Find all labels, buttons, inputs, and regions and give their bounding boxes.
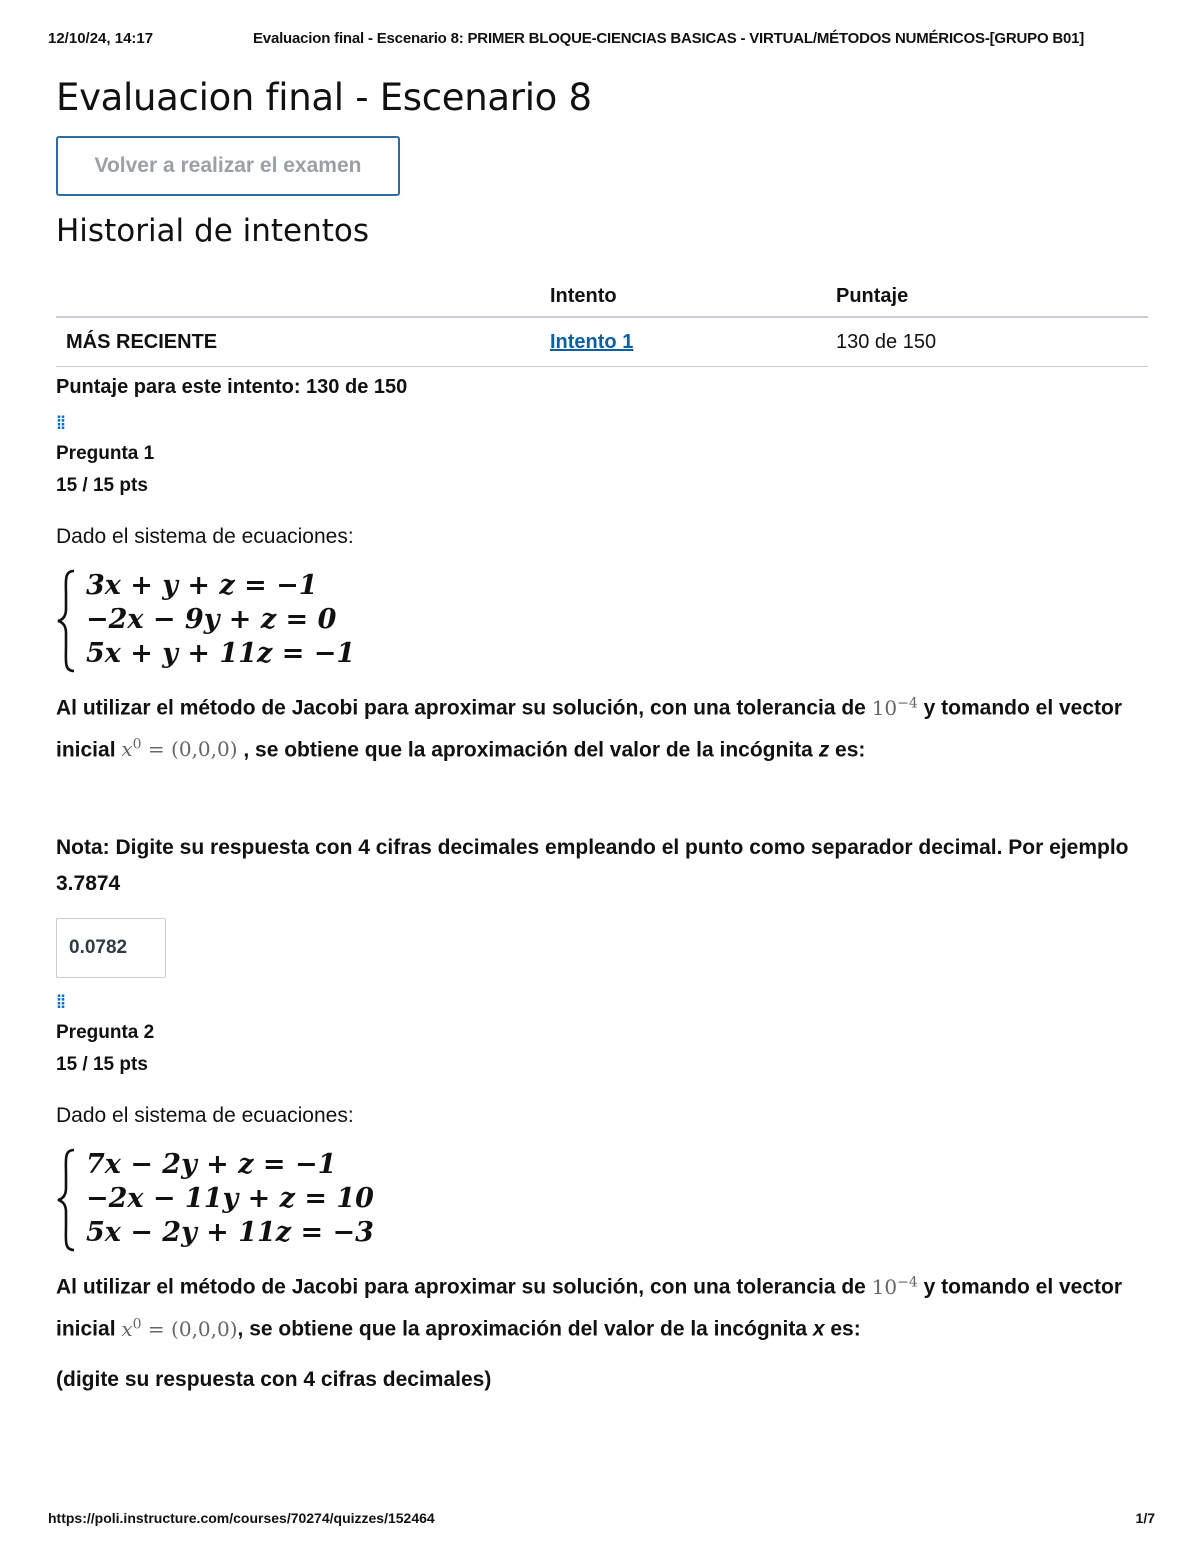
question-1-body: Al utilizar el método de Jacobi para aproximar su solución, con una tolerancia de $10^{-4}$ y tomando el vector inicial $x^0 = (0,0,0)$ , se obtiene que la aproximación del valor de la incógnita z es: <box>56 695 1123 762</box>
question-1-note: Nota: Digite su respuesta con 4 cifras decimales empleando el punto como separador decimal. Por ejemplo 3.7874 <box>56 836 1129 896</box>
left-brace-icon <box>56 569 78 673</box>
question-2-instruction: (digite su respuesta con 4 cifras decimales) <box>56 1367 492 1391</box>
question-1-equation-system <box>56 569 1148 675</box>
attempt-1-link[interactable]: Intento 1 <box>550 330 634 353</box>
print-date: 12/10/24, 14:17 <box>48 30 154 47</box>
equation-line: −2x − 11y + z = 10 <box>86 1183 374 1215</box>
retake-quiz-button[interactable]: Volver a realizar el examen <box>56 136 400 196</box>
tolerance-value: $10^{-4}$ <box>871 1274 918 1299</box>
question-2-equation-system <box>56 1148 1148 1254</box>
question-1-points: 15 / 15 pts <box>56 475 148 496</box>
table-header-row <box>56 276 1148 317</box>
table-row <box>56 317 1148 367</box>
question-1-title: Pregunta 1 <box>56 443 155 464</box>
equation-line: 3x + y + z = −1 <box>86 570 318 601</box>
attempt-history-table <box>56 276 1148 367</box>
equation-line: 5x − 2y + 11z = −3 <box>86 1217 374 1249</box>
column-header-score: Puntaje <box>826 276 1148 317</box>
left-brace-icon <box>56 1148 78 1252</box>
drag-handle-icon: ⁞⁞ <box>56 413 64 433</box>
attempt-score-summary: Puntaje para este intento: 130 de 150 <box>56 376 408 398</box>
question-2-body: Al utilizar el método de Jacobi para aproximar su solución, con una tolerancia de $10^{-4}$ y tomando el vector inicial $x^0 = (0,0,0)$, se obtiene que la aproximación del valor de la incógnita x es: <box>56 1274 1123 1341</box>
equation-line: 7x − 2y + z = −1 <box>86 1149 337 1181</box>
most-recent-label: MÁS RECIENTE <box>56 317 540 367</box>
equation-line: −2x − 9y + z = 0 <box>86 604 337 635</box>
initial-vector: $x^0 = (0,0,0)$ <box>121 1315 238 1341</box>
question-2-intro: Dado el sistema de ecuaciones: <box>56 1104 354 1128</box>
attempt-score: 130 de 150 <box>826 317 1148 367</box>
print-page-number: 1/7 <box>1135 1510 1155 1526</box>
question-2-title: Pregunta 2 <box>56 1022 155 1044</box>
equation-line: 5x + y + 11z = −1 <box>86 638 356 669</box>
tolerance-value: $10^{-4}$ <box>871 695 918 720</box>
drag-handle-icon: ⁞⁞ <box>56 992 64 1013</box>
page-title: Evaluacion final - Escenario 8 <box>56 76 592 119</box>
initial-vector: $x^0 = (0,0,0)$ <box>121 736 238 762</box>
attempt-history-heading: Historial de intentos <box>56 213 370 249</box>
question-1-intro: Dado el sistema de ecuaciones: <box>56 525 354 548</box>
print-doc-title: Evaluacion final - Escenario 8: PRIMER BLOQUE-CIENCIAS BASICAS - VIRTUAL/MÉTODOS NUMÉRICOS-[GRUPO B01] <box>253 30 1085 47</box>
question-2-points: 15 / 15 pts <box>56 1054 148 1076</box>
question-1-answer-field[interactable]: 0.0782 <box>56 918 166 978</box>
print-url: https://poli.instructure.com/courses/70274/quizzes/152464 <box>48 1510 435 1526</box>
quiz-page <box>56 70 1148 1398</box>
column-header-attempt: Intento <box>540 276 826 317</box>
column-header-label <box>56 276 540 317</box>
